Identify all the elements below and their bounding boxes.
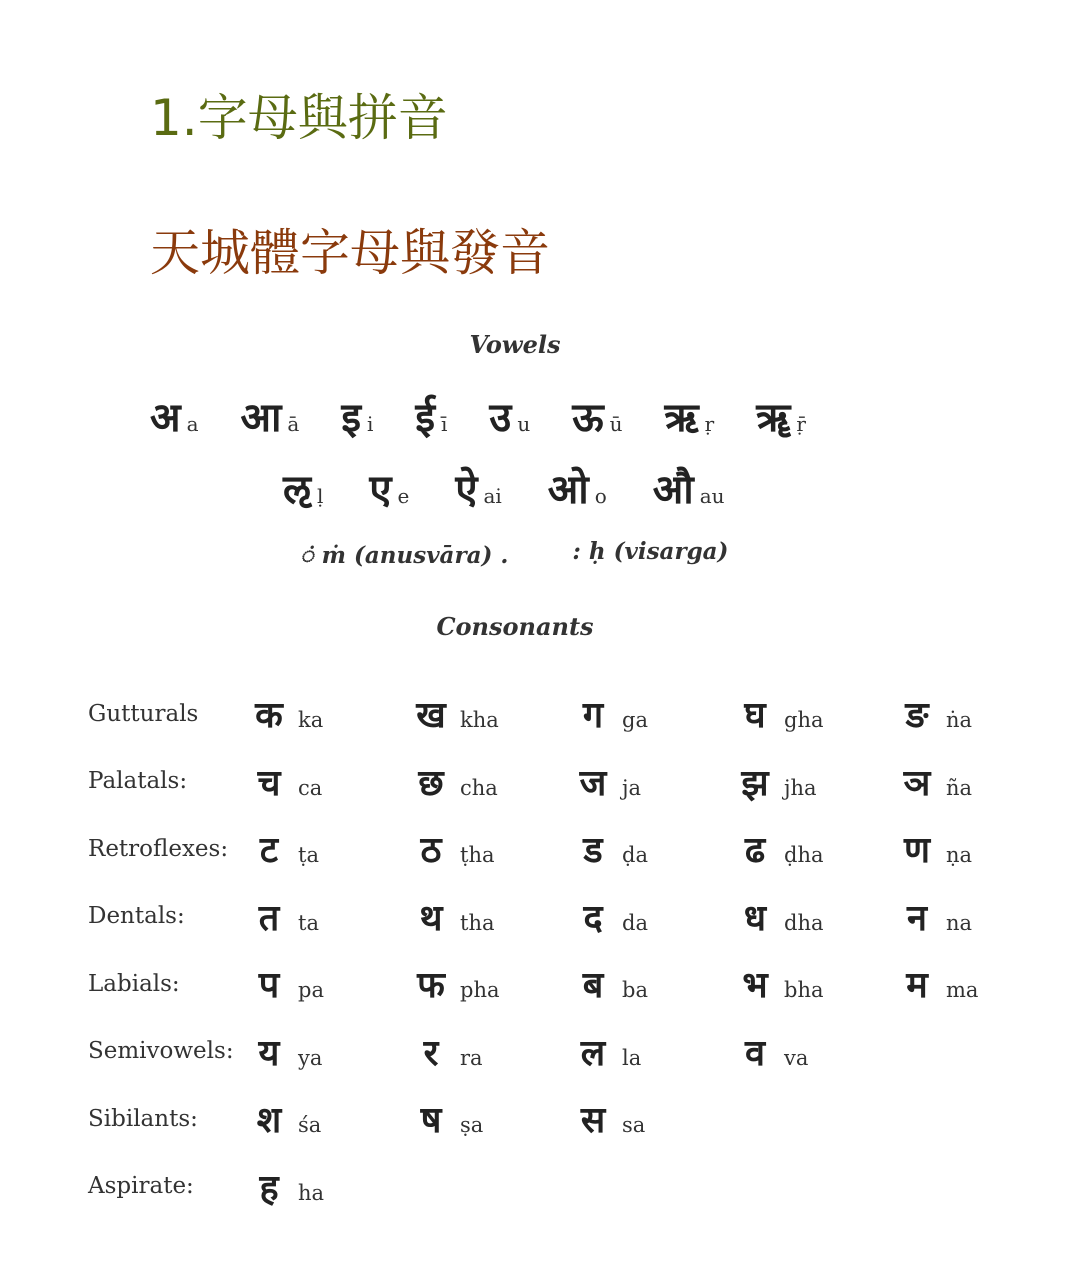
letter bbox=[570, 757, 732, 806]
letter bbox=[408, 959, 570, 1008]
devanagari-glyph: ष bbox=[420, 1100, 442, 1142]
devanagari-glyph: क bbox=[255, 695, 283, 737]
devanagari-glyph: ह bbox=[259, 1167, 279, 1209]
devanagari-glyph: व bbox=[744, 1032, 766, 1074]
letter bbox=[246, 892, 408, 941]
letter bbox=[455, 460, 501, 515]
devanagari-glyph: ब bbox=[582, 965, 604, 1007]
vowel-row-2 bbox=[283, 460, 725, 515]
devanagari-glyph: ढ bbox=[744, 830, 766, 872]
page-subtitle: 天城體字母與發音 bbox=[150, 224, 550, 282]
devanagari-glyph: आ bbox=[240, 395, 282, 441]
letter bbox=[570, 1027, 732, 1076]
letter bbox=[415, 388, 447, 443]
consonant-row bbox=[88, 950, 1056, 1018]
letter bbox=[732, 1027, 894, 1076]
letter bbox=[570, 824, 732, 873]
romanization: ḍha bbox=[784, 843, 824, 868]
letter bbox=[570, 892, 732, 941]
romanization: e bbox=[397, 484, 410, 508]
devanagari-glyph: ग bbox=[582, 695, 604, 737]
letter bbox=[732, 757, 894, 806]
consonants-title: Consonants bbox=[436, 612, 594, 641]
romanization: ṅa bbox=[946, 708, 973, 733]
visarga-mark: : ḥ (visarga) bbox=[572, 538, 729, 565]
romanization: cha bbox=[460, 775, 498, 800]
letter bbox=[246, 824, 408, 873]
devanagari-glyph: ओ bbox=[547, 467, 589, 513]
romanization: ai bbox=[483, 484, 502, 508]
devanagari-glyph: भ bbox=[742, 965, 768, 1007]
romanization: ña bbox=[946, 775, 973, 800]
consonant-table bbox=[88, 680, 1056, 1220]
letter bbox=[408, 1094, 570, 1143]
letter bbox=[246, 1094, 408, 1143]
devanagari-glyph: ड bbox=[583, 830, 603, 872]
letter bbox=[408, 689, 570, 738]
romanization: ī bbox=[441, 412, 448, 436]
romanization: ra bbox=[460, 1045, 483, 1070]
devanagari-glyph: फ bbox=[417, 965, 445, 1007]
letter bbox=[150, 388, 199, 443]
row-label: Sibilants: bbox=[88, 1105, 198, 1132]
row-label: Labials: bbox=[88, 970, 180, 997]
devanagari-glyph: छ bbox=[418, 762, 444, 804]
consonant-row bbox=[88, 883, 1056, 951]
letter bbox=[894, 689, 1056, 738]
letter bbox=[489, 388, 530, 443]
romanization: i bbox=[366, 412, 374, 436]
romanization: ya bbox=[298, 1045, 323, 1070]
devanagari-glyph: ए bbox=[369, 467, 392, 513]
devanagari-glyph: ण bbox=[903, 830, 931, 872]
romanization: va bbox=[784, 1045, 809, 1070]
romanization: kha bbox=[460, 708, 499, 733]
devanagari-glyph: ऐ bbox=[455, 467, 478, 513]
letter bbox=[894, 824, 1056, 873]
romanization: ga bbox=[622, 708, 648, 733]
romanization: śa bbox=[298, 1113, 322, 1138]
devanagari-glyph: ई bbox=[415, 395, 436, 441]
devanagari-glyph: उ bbox=[489, 395, 512, 441]
letter bbox=[570, 689, 732, 738]
letter bbox=[548, 460, 607, 515]
consonant-row bbox=[88, 680, 1056, 748]
romanization: ḷ bbox=[316, 484, 324, 508]
romanization: ṭa bbox=[298, 843, 319, 868]
romanization: pha bbox=[460, 978, 500, 1003]
romanization: ba bbox=[622, 978, 648, 1003]
devanagari-glyph: थ bbox=[419, 897, 443, 939]
letter bbox=[341, 388, 373, 443]
devanagari-glyph: ॠ bbox=[756, 395, 791, 441]
devanagari-glyph: ख bbox=[416, 695, 446, 737]
letter bbox=[732, 689, 894, 738]
devanagari-glyph: ऊ bbox=[572, 395, 604, 441]
letter bbox=[241, 388, 300, 443]
letter bbox=[246, 689, 408, 738]
devanagari-glyph: ठ bbox=[420, 830, 442, 872]
romanization: ṛ bbox=[704, 412, 715, 436]
romanization: ja bbox=[622, 775, 642, 800]
devanagari-glyph: श bbox=[256, 1100, 282, 1142]
consonant-row bbox=[88, 748, 1056, 816]
devanagari-glyph: द bbox=[583, 897, 603, 939]
letter bbox=[246, 1162, 408, 1211]
nasal-marks-row bbox=[300, 538, 728, 570]
consonant-row bbox=[88, 1153, 1056, 1221]
letter bbox=[408, 1027, 570, 1076]
romanization: au bbox=[699, 484, 725, 508]
letter bbox=[246, 1027, 408, 1076]
romanization: ka bbox=[298, 708, 324, 733]
devanagari-glyph: र bbox=[423, 1032, 439, 1074]
devanagari-glyph: न bbox=[907, 897, 927, 939]
row-label: Gutturals bbox=[88, 700, 199, 727]
letter bbox=[246, 757, 408, 806]
letter bbox=[572, 388, 622, 443]
devanagari-glyph: य bbox=[258, 1032, 280, 1074]
page-title: 1.字母與拼音 bbox=[150, 89, 448, 147]
devanagari-glyph: च bbox=[257, 762, 281, 804]
letter bbox=[570, 1094, 732, 1143]
devanagari-glyph: ध bbox=[743, 897, 767, 939]
letter bbox=[732, 959, 894, 1008]
romanization: ma bbox=[946, 978, 979, 1003]
devanagari-glyph: इ bbox=[341, 395, 361, 441]
romanization: pa bbox=[298, 978, 324, 1003]
romanization: ṭha bbox=[460, 843, 495, 868]
romanization: tha bbox=[460, 910, 495, 935]
romanization: ṇa bbox=[946, 843, 973, 868]
consonant-row bbox=[88, 1018, 1056, 1086]
romanization: ca bbox=[298, 775, 323, 800]
devanagari-glyph: ञ bbox=[903, 762, 931, 804]
letter bbox=[408, 824, 570, 873]
devanagari-glyph: ज bbox=[579, 762, 607, 804]
vowels-title: Vowels bbox=[469, 330, 561, 359]
romanization: sa bbox=[622, 1113, 646, 1138]
romanization: jha bbox=[784, 775, 817, 800]
letter bbox=[246, 959, 408, 1008]
letter bbox=[408, 892, 570, 941]
row-label: Palatals: bbox=[88, 768, 188, 795]
letter bbox=[756, 388, 806, 443]
devanagari-glyph: त bbox=[258, 897, 280, 939]
romanization: na bbox=[946, 910, 973, 935]
row-label: Retroflexes: bbox=[88, 835, 229, 862]
devanagari-glyph: ऋ bbox=[664, 395, 699, 441]
letter bbox=[570, 959, 732, 1008]
romanization: ta bbox=[298, 910, 319, 935]
row-label: Aspirate: bbox=[88, 1173, 194, 1200]
romanization: a bbox=[186, 412, 199, 436]
romanization: ḍa bbox=[622, 843, 648, 868]
letter bbox=[653, 460, 725, 515]
letter bbox=[283, 460, 323, 515]
letter bbox=[894, 892, 1056, 941]
devanagari-glyph: म bbox=[906, 965, 928, 1007]
letter bbox=[894, 959, 1056, 1008]
romanization: gha bbox=[784, 708, 824, 733]
romanization: da bbox=[622, 910, 648, 935]
devanagari-glyph: स bbox=[580, 1100, 606, 1142]
devanagari-glyph: झ bbox=[741, 762, 769, 804]
devanagari-glyph: अ bbox=[150, 395, 181, 441]
letter bbox=[665, 388, 715, 443]
letter bbox=[732, 824, 894, 873]
romanization: u bbox=[517, 412, 531, 436]
vowel-row-1 bbox=[150, 388, 806, 443]
letter bbox=[732, 892, 894, 941]
row-label: Dentals: bbox=[88, 903, 185, 930]
devanagari-glyph: औ bbox=[652, 467, 694, 513]
anusvara-mark: ं ṁ (anusvāra) . bbox=[300, 542, 509, 569]
romanization: ṣa bbox=[460, 1113, 484, 1138]
devanagari-glyph: घ bbox=[744, 695, 766, 737]
romanization: ā bbox=[287, 412, 300, 436]
row-label: Semivowels: bbox=[88, 1038, 234, 1065]
devanagari-glyph: ऌ bbox=[283, 467, 311, 513]
letter bbox=[369, 460, 409, 515]
romanization: ha bbox=[298, 1180, 325, 1205]
devanagari-glyph: ल bbox=[580, 1032, 606, 1074]
letter bbox=[408, 757, 570, 806]
romanization: bha bbox=[784, 978, 824, 1003]
consonant-row bbox=[88, 815, 1056, 883]
devanagari-glyph: प bbox=[258, 965, 280, 1007]
romanization: ṝ bbox=[796, 412, 806, 436]
devanagari-glyph: ङ bbox=[905, 695, 929, 737]
devanagari-glyph: ट bbox=[259, 830, 279, 872]
romanization: la bbox=[622, 1045, 642, 1070]
romanization: ū bbox=[609, 412, 623, 436]
consonant-row bbox=[88, 1085, 1056, 1153]
romanization: o bbox=[594, 484, 607, 508]
romanization: dha bbox=[784, 910, 824, 935]
letter bbox=[894, 757, 1056, 806]
